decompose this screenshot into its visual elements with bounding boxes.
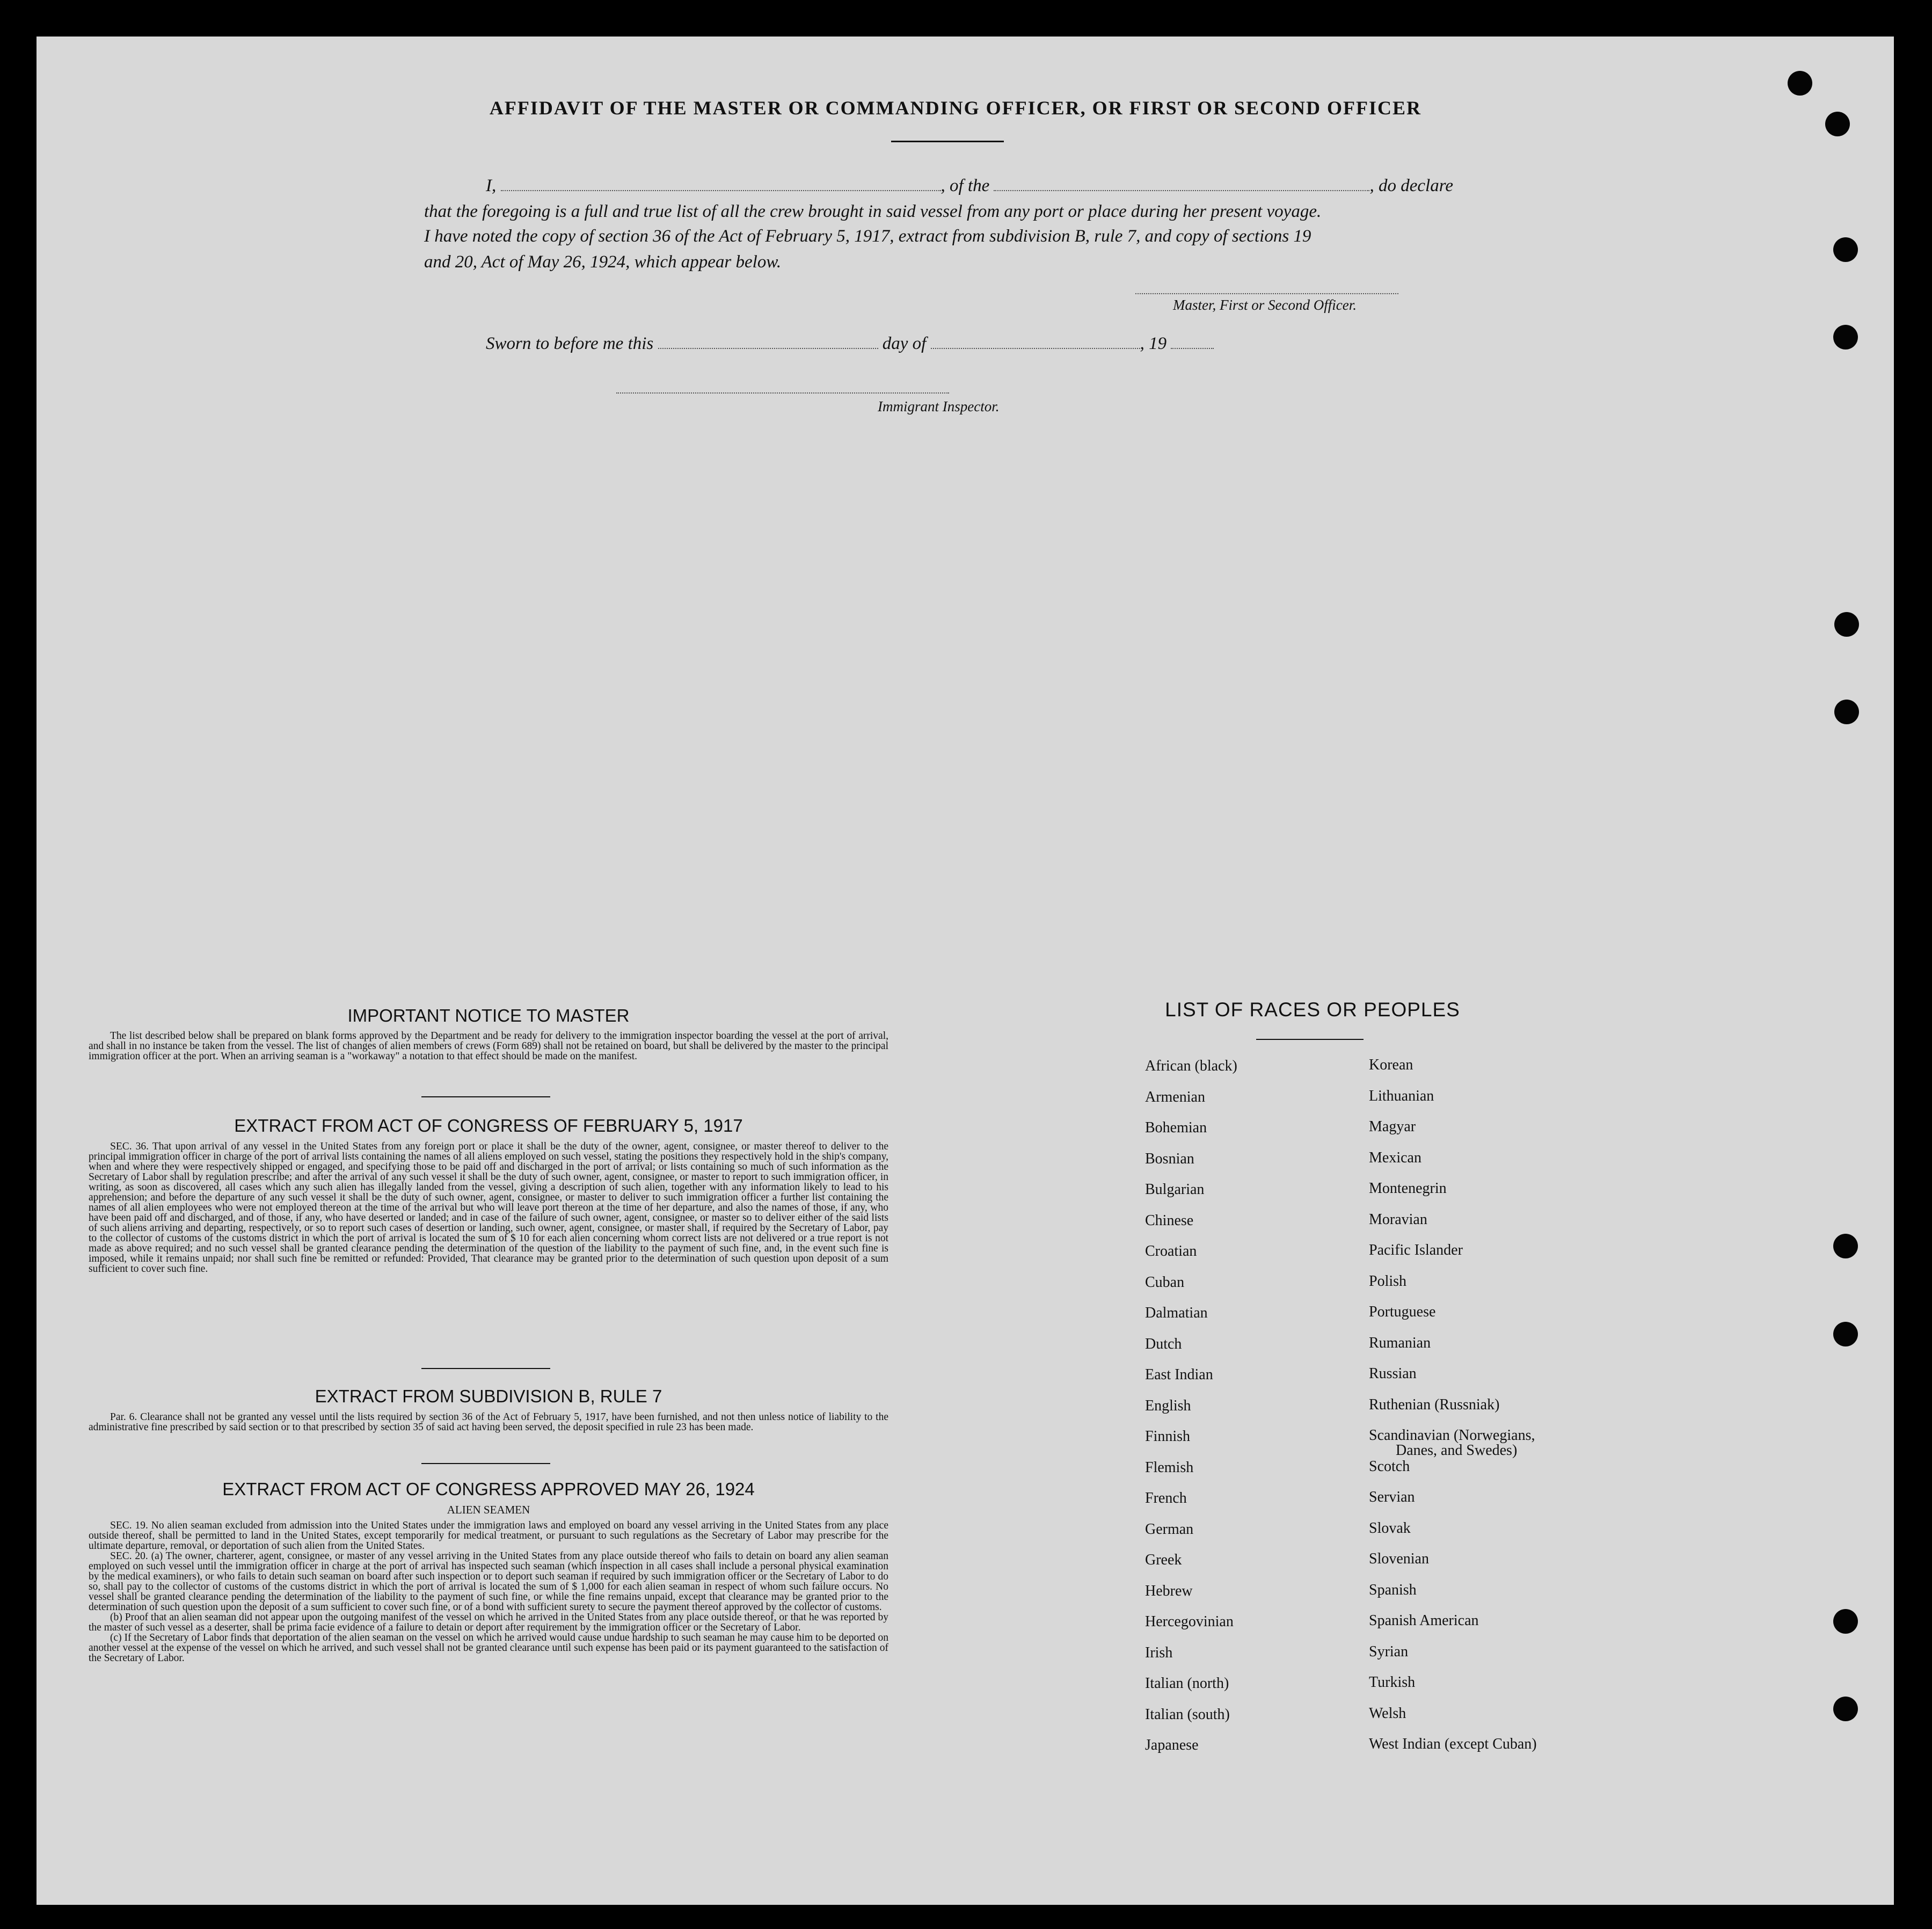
races-left-column [1145,1058,1237,1768]
divider [421,1096,550,1097]
subdivision-b-title: EXTRACT FROM SUBDIVISION B, RULE 7 [315,1386,662,1406]
punch-hole [1833,237,1858,262]
race-item: Slovenian [1369,1551,1429,1567]
master-signature-label: Master, First or Second Officer. [1173,297,1357,313]
race-item: East Indian [1145,1366,1213,1383]
race-item: Portuguese [1369,1304,1436,1320]
races-right-column [1369,1057,1537,1767]
section-20a-paragraph: SEC. 20. (a) The owner, charterer, agent, consignee, or master of any vessel arriving in the United States from any place outside thereof who fails to detain on board any alien seaman employed on such vessel until the immigration officer in charge at the port of arrival has inspected such seaman (which inspection in all cases shall include a personal physical examination by the medical examiners), or who fails to detain such seaman on board after such inspection or to deport such seaman if required by such immigration officer or the Secretary of Labor to do so, shall pay to the collector of customs of the customs district in which the port of arrival is located the sum of $ 1,000 for each alien seaman in respect of whom such failure occurs. No vessel shall be granted clearance pending the determination of the liability to the payment of such fine, or while the fine remains unpaid, except that clearance may be granted prior to the determination of such question upon the deposit of a sum sufficient to cover such fine, or of a bond with sufficient surety to secure the payment thereof approved by the collector of customs. [89,1551,888,1613]
race-item: Flemish [1145,1459,1194,1476]
race-item: Irish [1145,1644,1173,1661]
notice-title: IMPORTANT NOTICE TO MASTER [347,1006,630,1025]
inspector-signature-label: Immigrant Inspector. [878,398,1000,414]
race-item: French [1145,1490,1187,1506]
sworn-line [486,334,1214,354]
race-item: Spanish [1369,1581,1417,1598]
section-36-paragraph: SEC. 36. That upon arrival of any vessel in the United States from any foreign port or place it shall be the duty of the owner, agent, consignee, or master thereof to deliver to the principal immigration officer in charge of the port of arrival lists containing the names of all aliens employed on such vessel, stating the positions they respectively hold in the ship's company, when and where they were respectively shipped or engaged, and specifying those to be paid off and discharged in the port of arrival; or lists containing so much of such information as the Secretary of Labor shall by regulation prescribe; and after the arrival of any such vessel it shall be the duty of such owner, agent, consignee, or master to report to such immigration officer, in writing, as soon as discovered, all cases which any such alien has illegally landed from the vessel, giving a description of such alien, together with any information likely to lead to his apprehension; and before the departure of any such vessel it shall be the duty of such owner, agent, consignee, or master to deliver to such immigration officer a further list containing the names of all alien employees who were not employed thereon at the time of the arrival but who will leave port thereon at the time of her departure, and also the names of those, if any, who have been paid off and discharged, and of those, if any, who have deserted or landed; and in case of the failure of such owner, agent, consignee, or master so to deliver either of the said lists of such aliens arriving and departing, respectively, or so to report such cases of desertion or landing, such owner, agent, consignee, or master shall, if required by the Secretary of Labor, pay to the collector of customs of the customs district in which the port of arrival is located the sum of $ 10 for each alien concerning whom correct lists are not delivered or a true report is not made as above required; and no such vessel shall be granted clearance pending the determination of the question of the liability to the payment of such fine, and, in the event such fine is imposed, while it remains unpaid; nor shall such fine be remitted or refunded: Provided, That clearance may be granted prior to the determination of such question upon deposit of a sum sufficient to cover such fine. [89,1141,888,1275]
sworn-year-field[interactable] [1171,345,1214,349]
affidavit-line-3: I have noted the copy of section 36 of the Act of February 5, 1917, extract from subdivision B, rule 7, and copy of sections 19 [424,227,1311,246]
notice-paragraph: The list described below shall be prepared on blank forms approved by the Department and be ready for delivery to the immigration inspector boarding the vessel at the port of arrival, and shall in no instance be taken from the vessel. The list of changes of alien members of crews (Form 689) shall not be retained on board, but shall be delivered by the master to the principal immigration officer at the port. When an arriving seaman is a "workaway" a notation to that effect should be made on the manifest. [89,1030,888,1062]
year-label: , 19 [1140,334,1167,353]
race-item: Dalmatian [1145,1305,1208,1321]
races-title-underline [1256,1039,1364,1040]
race-item: Italian (south) [1145,1706,1230,1723]
race-item: Montenegrin [1369,1180,1447,1197]
race-item: Turkish [1369,1674,1416,1691]
punch-hole [1833,1697,1858,1721]
race-item: Armenian [1145,1088,1205,1105]
races-title: LIST OF RACES OR PEOPLES [1165,999,1460,1021]
race-item: Moravian [1369,1211,1427,1228]
punch-hole [1834,700,1859,724]
affidavit-line-2: that the foregoing is a full and true list of all the crew brought in said vessel from any port or place during her present voyage. [424,202,1322,221]
vessel-field[interactable] [994,187,1369,191]
affidavit-i-label: I, [486,176,497,195]
race-item: Korean [1369,1057,1413,1073]
subdivision-b-text [89,1412,888,1432]
section-19-paragraph: SEC. 19. No alien seaman excluded from admission into the United States under the immigration laws and employed on board any vessel arriving in the United States from any place outside thereof, shall be permitted to land in the United States, except temporarily for medical treatment, or pursuant to such regulations as the Secretary of Labor may prescribe for the ultimate departure, removal, or deportation of such alien from the United States. [89,1520,888,1552]
race-item: Hercegovinian [1145,1613,1234,1630]
race-item: Croatian [1145,1243,1197,1260]
race-item: Greek [1145,1552,1182,1568]
extract-1924-text [89,1520,888,1663]
race-item: Welsh [1369,1705,1406,1722]
race-item: Servian [1369,1489,1415,1505]
race-item: Japanese [1145,1737,1199,1753]
race-item: Bosnian [1145,1150,1194,1167]
inspector-signature-line[interactable] [616,389,949,394]
punch-hole [1833,1609,1858,1634]
race-item: Scotch [1369,1458,1410,1475]
alien-seamen-subtitle: ALIEN SEAMEN [447,1503,530,1516]
name-field[interactable] [501,187,941,191]
master-signature-line[interactable] [1135,290,1398,294]
race-item: Cuban [1145,1273,1185,1291]
section-20c-paragraph: (c) If the Secretary of Labor finds that deportation of the alien seaman on the vessel on which he arrived would cause undue hardship to such seaman he may cause him to be deported on another vessel at the expense of the vessel on which he arrived, and such vessel shall not be granted clearance until such expense has been paid or its payment guaranteed to the satisfaction of the Secretary of Labor. [89,1632,888,1664]
punch-hole [1833,1322,1858,1346]
race-item: Hebrew [1145,1582,1193,1599]
affidavit-of-the-label: , of the [941,176,990,195]
sworn-day-field[interactable] [658,345,878,349]
race-item: Magyar [1369,1118,1416,1135]
punch-hole [1834,612,1859,637]
race-item: Syrian [1369,1643,1409,1660]
affidavit-title: AFFIDAVIT OF THE MASTER OR COMMANDING OFFICER, OR FIRST OR SECOND OFFICER [489,97,1422,119]
paragraph-6: Par. 6. Clearance shall not be granted any vessel until the lists required by section 36 of the Act of February 5, 1917, have been furnished, and not then unless notice of liability to the administrative fine prescribed by said section or to that prescribed by section 35 of said act having been served, the deposit specified in rule 23 has been made. [89,1411,888,1433]
extract-1924-title: EXTRACT FROM ACT OF CONGRESS APPROVED MAY 26, 1924 [222,1479,755,1499]
race-item: Ruthenian (Russniak) [1369,1396,1500,1413]
extract-1917-text [89,1141,888,1274]
race-item: Bulgarian [1145,1181,1205,1198]
race-item: West Indian (except Cuban) [1369,1736,1537,1752]
race-item: Italian (north) [1145,1675,1229,1692]
race-item: Bohemian [1145,1119,1207,1136]
punch-hole [1833,1234,1858,1258]
divider [421,1368,550,1369]
punch-hole [1825,112,1850,136]
section-20b-paragraph: (b) Proof that an alien seaman did not appear upon the outgoing manifest of the vessel on which he arrived in the United States from any place outside thereof, or that he was reported by the master of such vessel as a deserter, shall be prima facie evidence of a failure to detain or deport after requirement by the immigration officer or the Secretary of Labor. [89,1612,888,1633]
race-item: German [1145,1520,1194,1538]
punch-hole [1833,325,1858,350]
divider [421,1463,550,1464]
race-item: Polish [1369,1272,1407,1290]
race-item: Rumanian [1369,1334,1431,1351]
affidavit-declare-label: , do declare [1369,176,1453,195]
punch-hole [1788,71,1812,96]
notice-text [89,1031,888,1061]
sworn-label: Sworn to before me this [486,334,654,353]
race-item-text: Scandinavian (Norwegians, [1369,1427,1535,1444]
affidavit-line-1 [486,176,1453,196]
race-item: Finnish [1145,1428,1191,1445]
extract-1917-title: EXTRACT FROM ACT OF CONGRESS OF FEBRUARY 5, 1917 [234,1116,743,1135]
race-item [1369,1427,1537,1458]
race-item: Dutch [1145,1335,1182,1352]
race-item: English [1145,1397,1191,1414]
sworn-month-field[interactable] [931,345,1140,349]
race-item: Spanish American [1369,1612,1479,1629]
title-underline [891,141,1004,142]
race-item: Mexican [1369,1149,1421,1166]
race-item: Slovak [1369,1519,1411,1537]
day-of-label: day of [882,334,927,353]
race-item: Russian [1369,1365,1417,1382]
race-item-continuation: Danes, and Swedes) [1396,1442,1518,1459]
race-item: Lithuanian [1369,1087,1434,1104]
race-item: Pacific Islander [1369,1242,1463,1258]
race-item: Chinese [1145,1212,1194,1229]
affidavit-line-4: and 20, Act of May 26, 1924, which appear below. [424,252,782,272]
race-item: African (black) [1145,1058,1237,1074]
